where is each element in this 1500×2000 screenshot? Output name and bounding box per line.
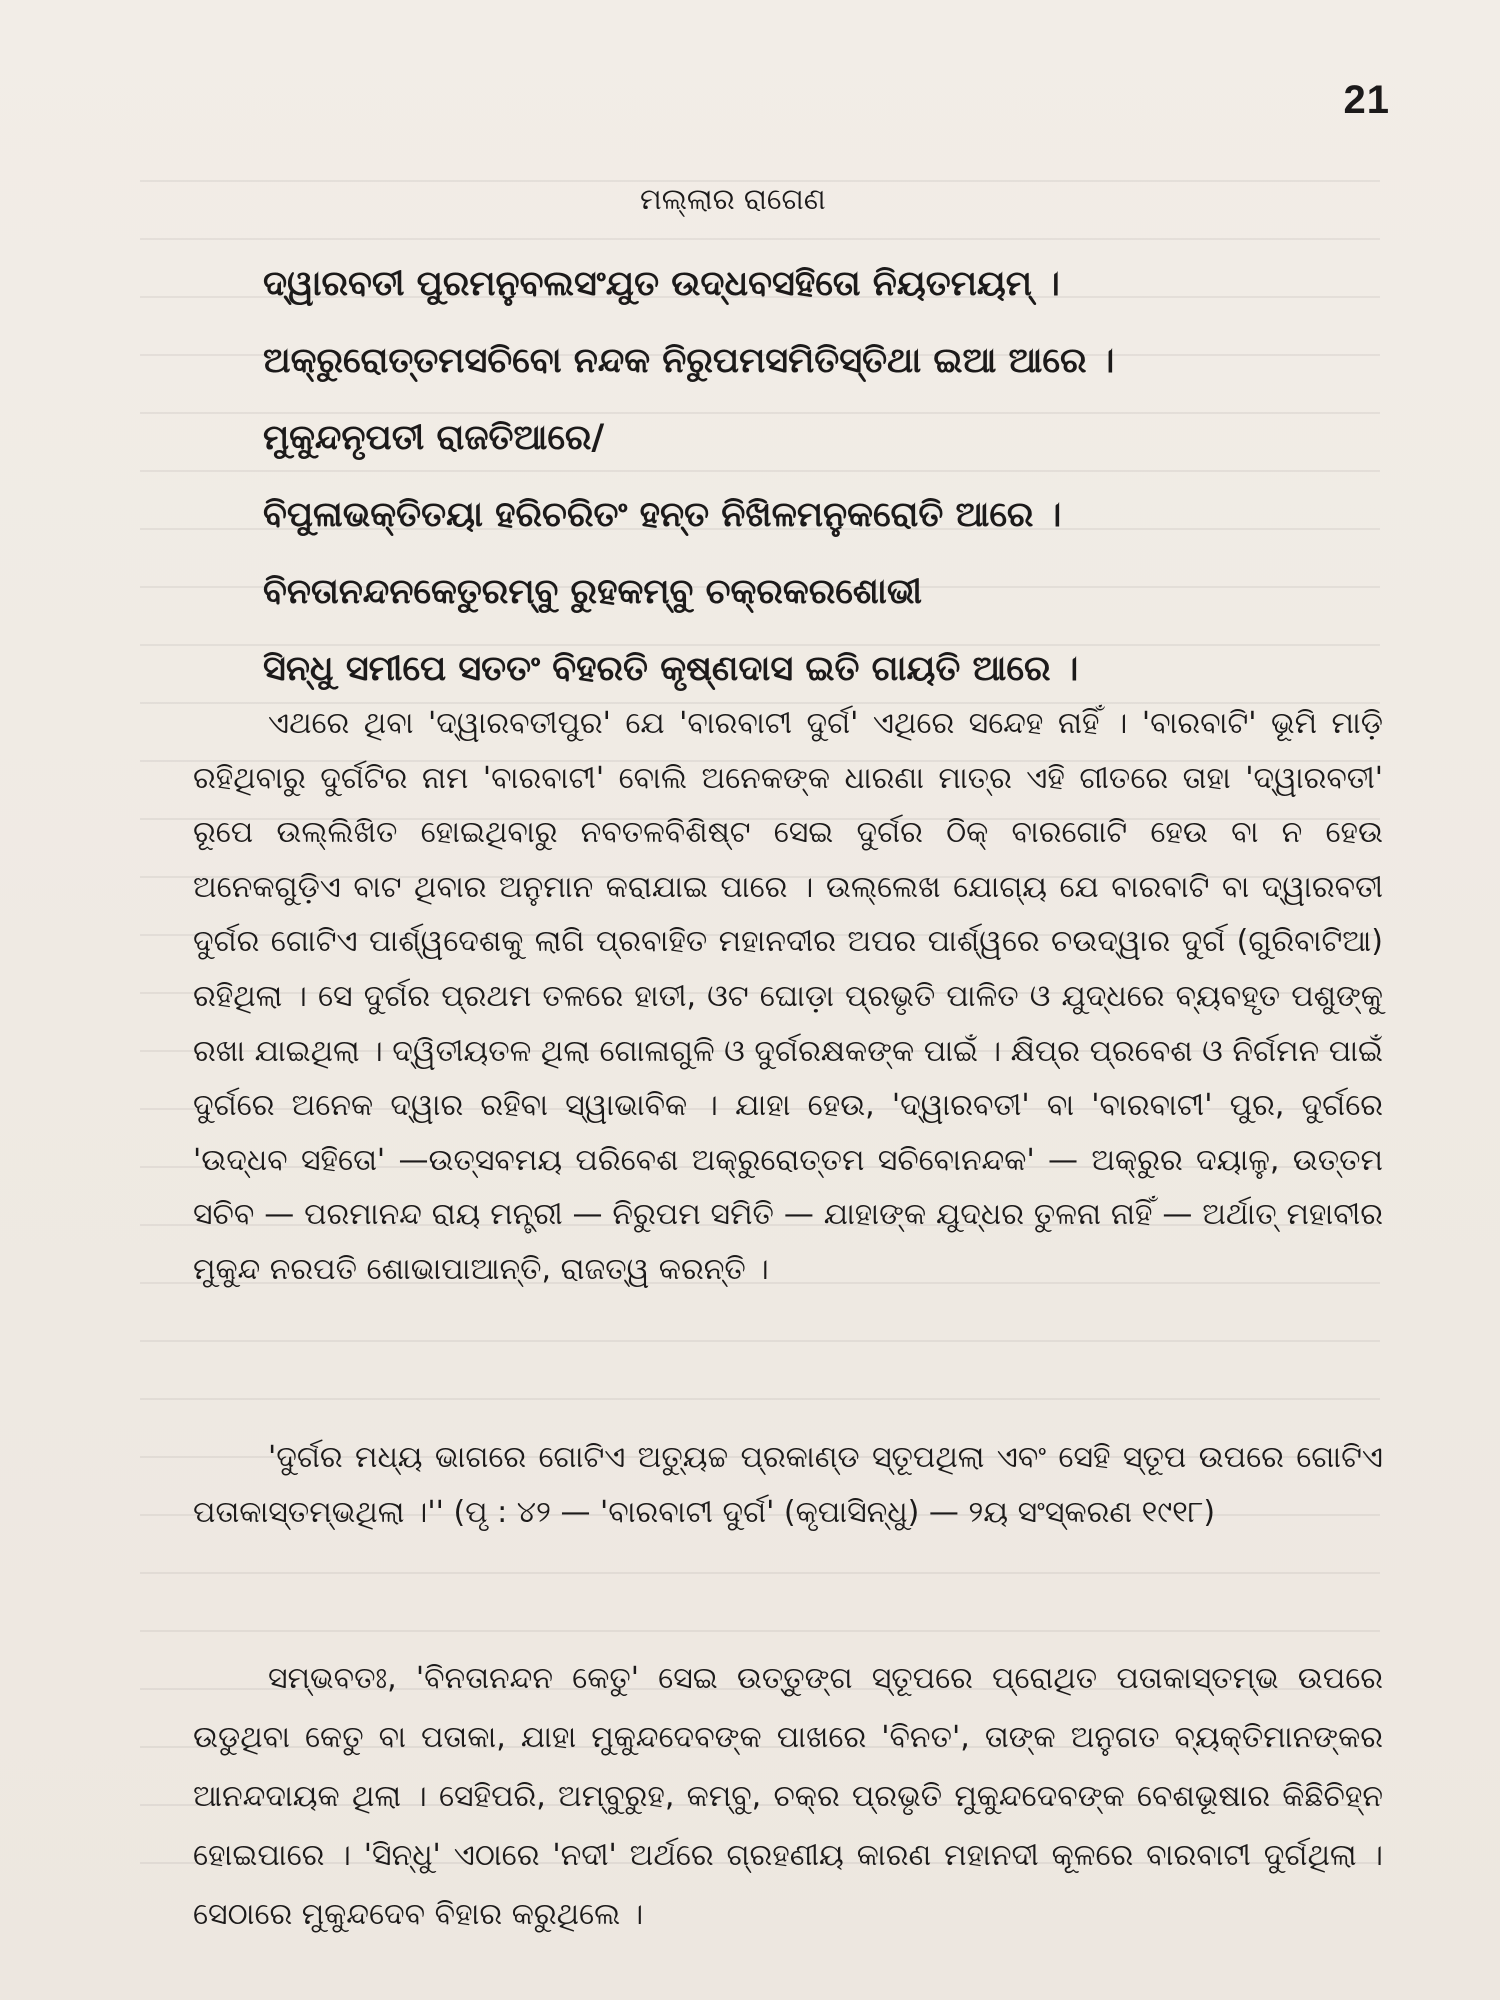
page-number: 21 [1343,78,1390,122]
verse-line: ସିନ୍ଧୁ ସମୀପେ ସତତଂ ବିହରତି କୃଷ୍ଣଦାସ ଇତି ଗାୟତି ଆରେ । [263,649,1079,689]
paragraph-3 [193,1649,1383,1944]
verse-line: ବିପୁଳାଭକ୍ତିତୟା ହରିଚରିତଂ ହନ୍ତ ନିଖିଳମନୁକରୋତି ଆରେ । [263,495,1062,535]
paragraph-text: ଏଥରେ ଥିବା 'ଦ୍ୱାରବତୀପୁର' ଯେ 'ବାରବାଟୀ ଦୁର୍ଗ' ଏଥିରେ ସନ୍ଦେହ ନାହିଁ । 'ବାରବାଟି' ଭୂମି ମାଡ଼ି ରହିଥିବାରୁ ଦୁର୍ଗଟିର ନାମ 'ବାରବାଟୀ' ବୋଲି ଅନେକଙ୍କ ଧାରଣା ମାତ୍ର ଏହି ଗୀତରେ ତାହା 'ଦ୍ୱାରବତୀ' ରୂପେ ଉଲ୍ଲିଖିତ ହୋଇଥିବାରୁ ନବତଳବିଶିଷ୍ଟ ସେଇ ଦୁର୍ଗର ଠିକ୍ ବାରଗୋଟି ହେଉ ବା ନ ହେଉ ଅନେକଗୁଡ଼ିଏ ବାଟ ଥିବାର ଅନୁମାନ କରାଯାଇ ପାରେ । ଉଲ୍ଲେଖ ଯୋଗ୍ୟ ଯେ ବାରବାଟି ବା ଦ୍ୱାରବତୀ ଦୁର୍ଗର ଗୋଟିଏ ପାର୍ଶ୍ୱଦେଶକୁ ଲାଗି ପ୍ରବାହିତ ମହାନଦୀର ଅପର ପାର୍ଶ୍ୱରେ ଚଉଦ୍ୱାର ଦୁର୍ଗ (ଗୁରିବାଟିଆ) ରହିଥିଲା । ସେ ଦୁର୍ଗର ପ୍ରଥମ ତଳରେ ହାତୀ, ଓଟ ଘୋଡ଼ା ପ୍ରଭୃତି ପାଳିତ ଓ ଯୁଦ୍ଧରେ ବ୍ୟବହୃତ ପଶୁଙ୍କୁ ରଖା ଯାଇଥିଲା । ଦ୍ୱିତୀୟତଳ ଥିଲା ଗୋଳାଗୁଳି ଓ ଦୁର୍ଗରକ୍ଷକଙ୍କ ପାଇଁ । କ୍ଷିପ୍ର ପ୍ରବେଶ ଓ ନିର୍ଗମନ ପାଇଁ ଦୁର୍ଗରେ ଅନେକ ଦ୍ୱାର ରହିବା ସ୍ୱାଭାବିକ । ଯାହା ହେଉ, 'ଦ୍ୱାରବତୀ' ବା 'ବାରବାଟୀ' ପୁର, ଦୁର୍ଗରେ 'ଉଦ୍ଧବ ସହିତୋ' —ଉତ୍ସବମୟ ପରିବେଶ ଅକ୍ରୁରୋତ୍ତମ ସଚିବୋନନ୍ଦକ' — ଅକ୍ରୁର ଦୟାଳୁ, ଉତ୍ତମ ସଚିବ — ପରମାନନ୍ଦ ରାୟ ମନ୍ତ୍ରୀ — ନିରୁପମ ସମିତି — ଯାହାଙ୍କ ଯୁଦ୍ଧର ତୁଳନା ନାହିଁ — ଅର୍ଥାତ୍ ମହାବୀର ମୁକୁନ୍ଦ ନରପତି ଶୋଭାପାଆନ୍ତି, ରାଜତ୍ୱ କରନ୍ତି । [193,706,1383,1287]
paragraph-text: 'ଦୁର୍ଗର ମଧ୍ୟ ଭାଗରେ ଗୋଟିଏ ଅତ୍ୟୁଚ୍ଚ ପ୍ରକାଣ୍ଡ ସ୍ତୂପଥିଲା ଏବଂ ସେହି ସ୍ତୂପ ଉପରେ ଗୋଟିଏ ପତାକାସ୍ତମ୍ଭଥିଲା ।'' (ପୃ : ୪୨ — 'ବାରବାଟୀ ଦୁର୍ଗ' (କୃପାସିନ୍ଧୁ) — ୨ୟ ସଂସ୍କରଣ ୧୯୧୮) [193,1440,1383,1530]
verse-line: ଦ୍ୱାରବତୀ ପୁରମନୁବଲସଂଯୁତ ଉଦ୍ଧବସହିତୋ ନିୟତମୟମ୍ । [263,264,1060,304]
verse-block [263,246,1403,708]
paragraph-2 [193,1431,1383,1540]
raga-heading: ମଲ୍ଲାର ରାଗେଣ [640,182,826,216]
verse-line: ମୁକୁନ୍ଦନୃପତୀ ରାଜତିଆରେ/ [263,418,605,458]
paragraph-1 [193,697,1383,1298]
paragraph-text: ସମ୍ଭବତଃ, 'ବିନତାନନ୍ଦନ କେତୁ' ସେଇ ଉତ୍ତୁଙ୍ଗ ସ୍ତୂପରେ ପ୍ରୋଥିତ ପତାକାସ୍ତମ୍ଭ ଉପରେ ଉଡୁଥିବା କେତୁ ବା ପତାକା, ଯାହା ମୁକୁନ୍ଦଦେବଙ୍କ ପାଖରେ 'ବିନତ', ତାଙ୍କ ଅନୁଗତ ବ୍ୟକ୍ତିମାନଙ୍କର ଆନନ୍ଦଦାୟକ ଥିଲା । ସେହିପରି, ଅମ୍ବୁରୁହ, କମ୍ବୁ, ଚକ୍ର ପ୍ରଭୃତି ମୁକୁନ୍ଦଦେବଙ୍କ ବେଶଭୂଷାର କିଛିଚିହ୍ନ ହୋଇପାରେ । 'ସିନ୍ଧୁ' ଏଠାରେ 'ନଦୀ' ଅର୍ଥରେ ଗ୍ରହଣୀୟ କାରଣ ମହାନଦୀ କୂଳରେ ବାରବାଟୀ ଦୁର୍ଗଥିଲା । ସେଠାରେ ମୁକୁନ୍ଦଦେବ ବିହାର କରୁଥିଲେ । [193,1661,1383,1932]
verse-line: ବିନତାନନ୍ଦନକେତୁରମ୍ବୁ ରୁହକମ୍ବୁ ଚକ୍ରକରଶୋଭୀ [263,572,922,612]
verse-line: ଅକ୍ରୁରୋତ୍ତମସଚିବୋ ନନ୍ଦକ ନିରୁପମସମିତିସ୍ତିଥା ଇଆ ଆରେ । [263,341,1115,381]
